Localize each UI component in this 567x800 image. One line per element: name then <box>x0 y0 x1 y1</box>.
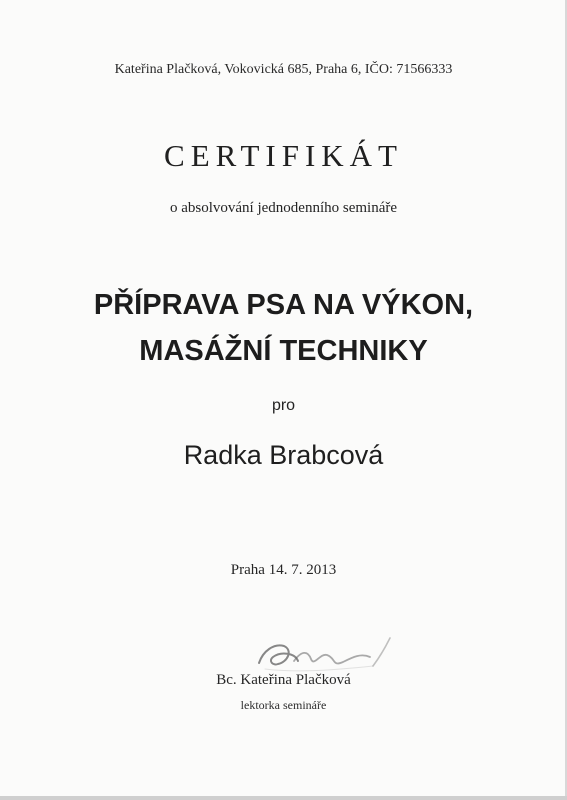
course-title <box>0 282 567 374</box>
certificate-title: CERTIFIKÁT <box>164 138 403 173</box>
signer-name: Bc. Kateřina Plačková <box>216 672 351 688</box>
course-title-line-1: PŘÍPRAVA PSA NA VÝKON, <box>93 289 474 321</box>
place-and-date: Praha 14. 7. 2013 <box>230 562 337 578</box>
for-label: pro <box>271 397 296 414</box>
recipient-name: Radka Brabcová <box>183 440 384 470</box>
issuer-address: Kateřina Plačková, Vokovická 685, Praha 6, IČO: 71566333 <box>114 62 453 77</box>
bottom-scan-edge <box>0 796 567 800</box>
certificate-subtitle: o absolvování jednodenního semináře <box>169 200 398 216</box>
signer-role: lektorka semináře <box>240 698 327 712</box>
course-title-line-2: MASÁŽNÍ TECHNIKY <box>139 335 428 367</box>
